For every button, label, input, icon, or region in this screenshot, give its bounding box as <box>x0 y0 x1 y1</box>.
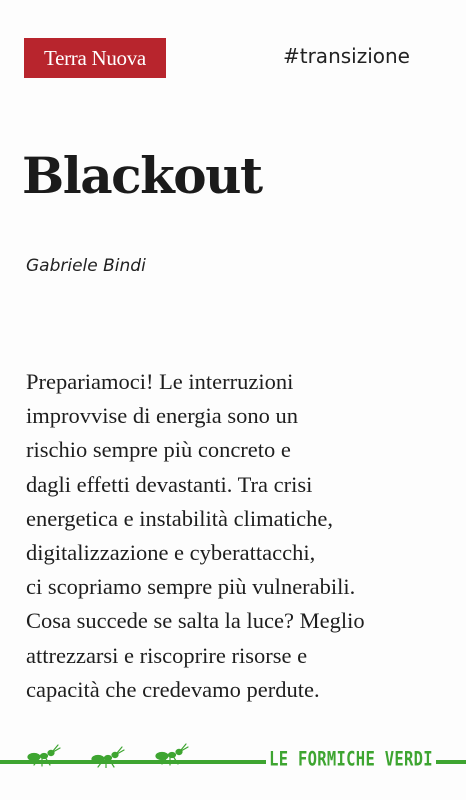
series-name: LE FORMICHE VERDI <box>269 747 433 771</box>
publisher-logo <box>24 38 166 78</box>
blurb-line: rischio sempre più concreto e <box>26 437 291 463</box>
blurb-line: Cosa succede se salta la luce? Meglio <box>26 608 365 634</box>
publisher-logo-text: Terra Nuova <box>44 45 146 70</box>
ant-icon <box>28 745 60 766</box>
blurb-line: Prepariamoci! Le interruzioni <box>26 369 294 394</box>
ant-icons <box>20 738 220 768</box>
series-label <box>266 744 436 774</box>
blurb-line: improvvise di energia sono un <box>26 403 299 429</box>
blurb-line: dagli effetti devastanti. Tra crisi <box>26 471 313 497</box>
book-title: Blackout <box>22 146 262 205</box>
book-blurb <box>26 365 456 707</box>
blurb-line: digitalizzazione e cyberattacchi, <box>26 540 316 566</box>
blurb-line: capacità che credevamo perdute. <box>26 676 320 702</box>
blurb-line: attrezzarsi e riscoprire risorse e <box>26 642 308 668</box>
blurb-line: energetica e instabilità climatiche, <box>26 505 333 531</box>
book-author: Gabriele Bindi <box>26 256 146 276</box>
ant-icon <box>156 744 188 765</box>
ant-icon <box>92 747 124 768</box>
blurb-line: ci scopriamo sempre più vulnerabili. <box>26 574 356 600</box>
topic-tag: #transizione <box>282 44 410 68</box>
